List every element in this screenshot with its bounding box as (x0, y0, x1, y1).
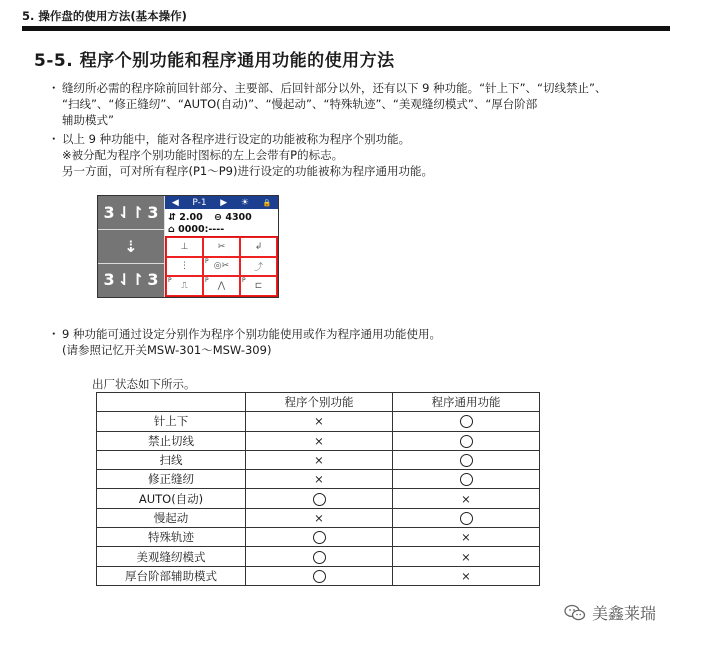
table-row (97, 412, 540, 431)
bullet-3: ・ (48, 327, 60, 341)
lcd-start-backtack-cell (98, 196, 164, 229)
main-stitch-icon: ⇣ (124, 237, 138, 256)
header-blank (97, 393, 246, 412)
individual-function-cell (246, 489, 393, 508)
table-row (97, 431, 540, 450)
watermark (564, 601, 656, 624)
p-mark: P (205, 257, 209, 265)
table-row (97, 528, 540, 547)
table-row (97, 566, 540, 585)
section-title: 5-5. 程序个别功能和程序通用功能的使用方法 (34, 51, 395, 71)
lcd-left-column (98, 196, 165, 297)
function-name-cell: 修正缝纫 (97, 470, 246, 489)
paragraph-1-line-1: 缝纫所必需的程序除前回针部分、主要部、后回针部分以外，还有以下 9 种功能。“针上下”、“切线禁止”、 (62, 81, 607, 95)
lcd-end-count-2: 3 (147, 270, 159, 289)
lcd-start-count: 3 (103, 203, 115, 222)
chapter-header: 5. 操作盘的使用方法(基本操作) (22, 9, 187, 23)
stitch-length-icon: ⇵ (168, 212, 176, 223)
step-assist-mode-icon[interactable]: P ⊏ (240, 276, 277, 296)
circle-mark (460, 512, 473, 525)
watermark-text: 美鑫莱瑞 (592, 604, 657, 623)
paragraph-1-line-3: 辅助模式” (62, 113, 114, 127)
common-function-cell: × (393, 547, 540, 566)
lcd-right-panel (165, 196, 278, 297)
table-row (97, 450, 540, 469)
paragraph-2-line-1: 以上 9 种功能中，能对各程序进行设定的功能被称为程序个别功能。 (62, 132, 411, 146)
individual-function-cell: × (246, 470, 393, 489)
wechat-icon (564, 604, 586, 622)
individual-function-cell: × (246, 450, 393, 469)
common-function-cell: × (393, 566, 540, 585)
function-name-cell: 扫线 (97, 450, 246, 469)
table-row (97, 489, 540, 508)
header-individual: 程序个别功能 (246, 393, 393, 412)
p-mark: P (168, 277, 172, 285)
paragraph-2-line-3: 另一方面，可对所有程序(P1～P9)进行设定的功能被称为程序通用功能。 (62, 164, 433, 178)
next-program-icon[interactable]: ▶ (220, 197, 228, 208)
prev-program-icon[interactable]: ◀ (171, 197, 179, 208)
light-icon: ☀ (240, 197, 249, 208)
circle-mark (460, 415, 473, 428)
paragraph-1-line-2: “扫线”、“修正缝纫”、“AUTO(自动)”、“慢起动”、“特殊轨迹”、“美观缝纫模式”、“厚台阶部 (62, 97, 538, 111)
counter-icon: ⌂ (168, 224, 175, 235)
end-backtack-arrows-icon: ⇃↾ (117, 270, 145, 289)
chapter-rule (22, 26, 670, 31)
lcd-stitch-row (168, 212, 252, 223)
stitch-length-value: 2.00 (179, 212, 203, 223)
lcd-end-count: 3 (103, 270, 115, 289)
circle-mark (313, 493, 326, 506)
function-name-cell: 针上下 (97, 412, 246, 431)
paragraph-3-line-2: (请参照记忆开关MSW-301～MSW-309) (62, 343, 272, 357)
soft-start-icon[interactable]: ⤴ (240, 257, 277, 277)
function-name-cell: 美观缝纫模式 (97, 547, 246, 566)
p-mark: P (242, 277, 246, 285)
header-common: 程序通用功能 (393, 393, 540, 412)
individual-function-cell: × (246, 431, 393, 450)
lock-icon: 🔒 (262, 198, 272, 207)
fine-seam-mode-icon[interactable]: P ⋀ (203, 276, 240, 296)
function-name-cell: 禁止切线 (97, 431, 246, 450)
individual-function-cell (246, 566, 393, 585)
function-name-cell: AUTO(自动) (97, 489, 246, 508)
circle-mark (460, 454, 473, 467)
paragraph-3-line-1: 9 种功能可通过设定分别作为程序个别功能使用或作为程序通用功能使用。 (62, 327, 441, 341)
function-name-cell: 特殊轨迹 (97, 528, 246, 547)
function-name-cell: 厚台阶部辅助模式 (97, 566, 246, 585)
lcd-counter-row (168, 224, 224, 235)
lcd-start-count-2: 3 (147, 203, 159, 222)
thread-trim-prohibit-icon[interactable]: ✂ (203, 237, 240, 257)
common-function-cell (393, 431, 540, 450)
common-function-cell: × (393, 528, 540, 547)
function-name-cell: 慢起动 (97, 508, 246, 527)
auto-icon[interactable]: P ◎✂ (203, 257, 240, 277)
individual-function-cell (246, 547, 393, 566)
circle-mark (313, 531, 326, 544)
paragraph-2-line-2: ※被分配为程序个别功能时图标的左上会带有P的标志。 (62, 148, 344, 162)
p-mark: P (205, 277, 209, 285)
counter-value: 0000:---- (178, 224, 225, 235)
program-number: P-1 (192, 197, 207, 208)
circle-mark (460, 473, 473, 486)
max-speed-value: 4300 (225, 212, 252, 223)
speed-icon: ⊖ (214, 212, 223, 223)
individual-function-cell (246, 528, 393, 547)
function-icon-grid (165, 236, 278, 297)
function-settings-table (96, 392, 540, 586)
wiper-icon[interactable]: ↲ (240, 237, 277, 257)
individual-function-cell: × (246, 412, 393, 431)
needle-up-down-icon[interactable]: ⊥ (166, 237, 203, 257)
table-header-row (97, 393, 540, 412)
circle-mark (313, 551, 326, 564)
bullet-2: ・ (48, 132, 60, 146)
circle-mark (313, 570, 326, 583)
individual-function-cell: × (246, 508, 393, 527)
table-row (97, 470, 540, 489)
table-row (97, 508, 540, 527)
circle-mark (460, 435, 473, 448)
lcd-end-backtack-cell (98, 263, 164, 296)
common-function-cell (393, 508, 540, 527)
special-trace-icon[interactable]: P ⎍ (166, 276, 203, 296)
correction-stitch-icon[interactable]: ⋮ (166, 257, 203, 277)
lcd-program-bar (165, 196, 278, 209)
common-function-cell (393, 412, 540, 431)
lcd-main-cell (98, 229, 164, 264)
bullet-1: ・ (48, 81, 60, 95)
backtack-arrows-icon: ⇃↾ (117, 203, 145, 222)
table-caption: 出厂状态如下所示。 (92, 377, 196, 391)
common-function-cell: × (393, 489, 540, 508)
common-function-cell (393, 450, 540, 469)
table-row (97, 547, 540, 566)
operation-panel-display (97, 195, 279, 298)
common-function-cell (393, 470, 540, 489)
